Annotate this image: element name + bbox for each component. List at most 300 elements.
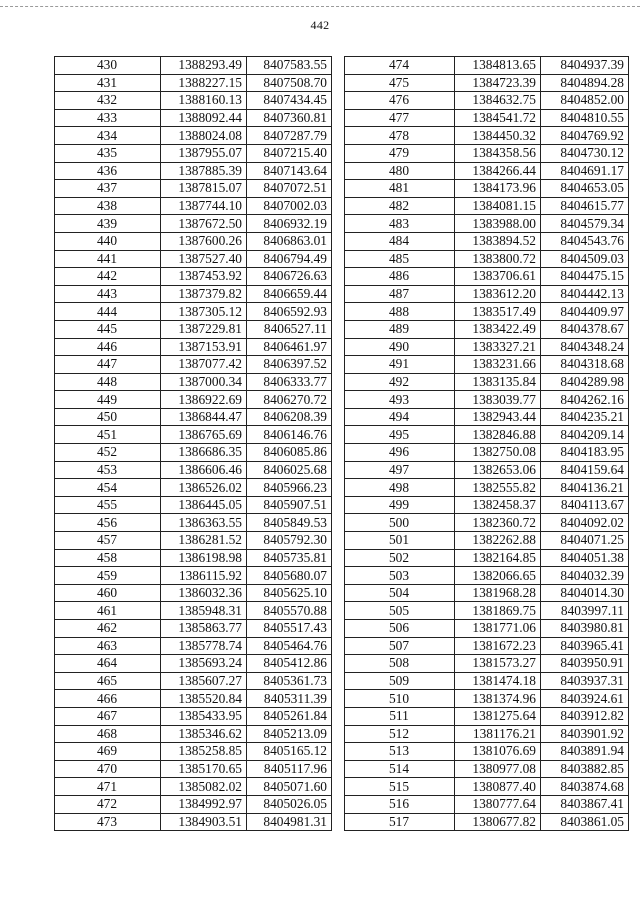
table-row [345,320,629,338]
point-number-cell: 440 [55,232,161,250]
coordinate-x-cell: 1386445.05 [161,496,247,514]
coordinate-x-cell: 1383231.66 [455,356,541,374]
coordinate-y-cell: 8403980.81 [541,620,629,638]
point-number-cell: 454 [55,479,161,497]
point-number-cell: 482 [345,197,455,215]
table-row [345,232,629,250]
coordinate-y-cell: 8404262.16 [541,391,629,409]
table-row [345,549,629,567]
table-row [345,268,629,286]
table-row [55,162,332,180]
coordinate-x-cell: 1384813.65 [455,57,541,75]
point-number-cell: 490 [345,338,455,356]
coordinate-y-cell: 8404509.03 [541,250,629,268]
point-number-cell: 481 [345,180,455,198]
coordinate-x-cell: 1384992.97 [161,795,247,813]
table-row [55,496,332,514]
table-row [55,532,332,550]
coordinate-x-cell: 1387305.12 [161,303,247,321]
point-number-cell: 484 [345,232,455,250]
table-row [55,461,332,479]
coordinate-y-cell: 8404289.98 [541,373,629,391]
table-row [345,743,629,761]
coordinate-x-cell: 1381374.96 [455,690,541,708]
table-row [345,690,629,708]
coordinate-x-cell: 1387453.92 [161,268,247,286]
coordinate-y-cell: 8404615.77 [541,197,629,215]
coordinate-x-cell: 1382066.65 [455,567,541,585]
table-row [55,338,332,356]
point-number-cell: 464 [55,655,161,673]
coordinate-y-cell: 8406025.68 [247,461,332,479]
coordinate-y-cell: 8406794.49 [247,250,332,268]
table-row [345,180,629,198]
coordinate-y-cell: 8407583.55 [247,57,332,75]
point-number-cell: 447 [55,356,161,374]
coordinate-y-cell: 8404769.92 [541,127,629,145]
coordinate-x-cell: 1383706.61 [455,268,541,286]
coordinate-y-cell: 8405071.60 [247,778,332,796]
coordinate-y-cell: 8407072.51 [247,180,332,198]
point-number-cell: 445 [55,320,161,338]
coordinate-y-cell: 8405966.23 [247,479,332,497]
coordinate-x-cell: 1382750.08 [455,444,541,462]
top-scan-rule [0,6,640,7]
table-row [55,620,332,638]
point-number-cell: 491 [345,356,455,374]
coordinate-x-cell: 1384723.39 [455,74,541,92]
point-number-cell: 494 [345,408,455,426]
table-row [345,285,629,303]
coordinate-x-cell: 1387229.81 [161,320,247,338]
coordinate-x-cell: 1380777.64 [455,795,541,813]
point-number-cell: 455 [55,496,161,514]
coordinate-y-cell: 8406397.52 [247,356,332,374]
coordinate-y-cell: 8404209.14 [541,426,629,444]
point-number-cell: 501 [345,532,455,550]
coordinate-y-cell: 8406863.01 [247,232,332,250]
point-number-cell: 461 [55,602,161,620]
table-row [55,391,332,409]
point-number-cell: 467 [55,707,161,725]
coordinate-y-cell: 8405680.07 [247,567,332,585]
table-row [345,725,629,743]
point-number-cell: 503 [345,567,455,585]
point-number-cell: 473 [55,813,161,831]
coordinate-y-cell: 8405625.10 [247,584,332,602]
table-row [55,144,332,162]
table-row [55,479,332,497]
table-row [345,514,629,532]
coordinate-y-cell: 8404409.97 [541,303,629,321]
coordinate-y-cell: 8405464.76 [247,637,332,655]
point-number-cell: 471 [55,778,161,796]
coordinate-x-cell: 1386526.02 [161,479,247,497]
coordinate-x-cell: 1382943.44 [455,408,541,426]
point-number-cell: 432 [55,92,161,110]
coordinate-x-cell: 1387815.07 [161,180,247,198]
coordinate-x-cell: 1381176.21 [455,725,541,743]
point-number-cell: 516 [345,795,455,813]
point-number-cell: 470 [55,760,161,778]
coordinate-x-cell: 1385778.74 [161,637,247,655]
point-number-cell: 433 [55,109,161,127]
point-number-cell: 450 [55,408,161,426]
point-number-cell: 489 [345,320,455,338]
coordinate-x-cell: 1388092.44 [161,109,247,127]
table-row [55,215,332,233]
table-row [55,74,332,92]
coordinate-y-cell: 8404014.30 [541,584,629,602]
coordinate-y-cell: 8405213.09 [247,725,332,743]
point-number-cell: 506 [345,620,455,638]
coordinate-x-cell: 1386281.52 [161,532,247,550]
point-number-cell: 456 [55,514,161,532]
coordinate-y-cell: 8406085.86 [247,444,332,462]
coordinate-y-cell: 8403874.68 [541,778,629,796]
coordinate-y-cell: 8407215.40 [247,144,332,162]
coordinate-y-cell: 8406208.39 [247,408,332,426]
coordinate-x-cell: 1385346.62 [161,725,247,743]
coordinate-y-cell: 8404378.67 [541,320,629,338]
table-row [345,602,629,620]
coordinate-y-cell: 8404543.76 [541,232,629,250]
table-row [55,426,332,444]
table-row [55,57,332,75]
table-row [55,672,332,690]
point-number-cell: 514 [345,760,455,778]
point-number-cell: 485 [345,250,455,268]
coordinate-y-cell: 8406146.76 [247,426,332,444]
coordinate-y-cell: 8403861.05 [541,813,629,831]
coordinate-y-cell: 8403924.61 [541,690,629,708]
coordinate-x-cell: 1380677.82 [455,813,541,831]
table-row [55,268,332,286]
table-row [55,408,332,426]
coordinate-x-cell: 1387379.82 [161,285,247,303]
coordinate-x-cell: 1381672.23 [455,637,541,655]
coordinate-x-cell: 1383327.21 [455,338,541,356]
coordinate-x-cell: 1388160.13 [161,92,247,110]
coordinate-y-cell: 8406726.63 [247,268,332,286]
point-number-cell: 475 [345,74,455,92]
point-number-cell: 493 [345,391,455,409]
coordinate-x-cell: 1387000.34 [161,373,247,391]
table-row [345,215,629,233]
coordinate-x-cell: 1387153.91 [161,338,247,356]
coordinate-x-cell: 1386765.69 [161,426,247,444]
table-row [55,760,332,778]
table-row [345,92,629,110]
coordinate-x-cell: 1382555.82 [455,479,541,497]
coordinate-x-cell: 1383039.77 [455,391,541,409]
coordinate-y-cell: 8404071.25 [541,532,629,550]
coordinate-x-cell: 1385258.85 [161,743,247,761]
table-row [345,637,629,655]
table-row [345,760,629,778]
table-row [55,602,332,620]
coordinate-x-cell: 1384450.32 [455,127,541,145]
table-row [345,479,629,497]
page-number: 442 [310,18,330,32]
point-number-cell: 504 [345,584,455,602]
coordinate-y-cell: 8404981.31 [247,813,332,831]
coordinate-x-cell: 1386922.69 [161,391,247,409]
coordinate-x-cell: 1387744.10 [161,197,247,215]
table-row [55,197,332,215]
coordinate-x-cell: 1387955.07 [161,144,247,162]
coordinate-y-cell: 8405165.12 [247,743,332,761]
coordinate-x-cell: 1384903.51 [161,813,247,831]
coordinate-y-cell: 8404159.64 [541,461,629,479]
point-number-cell: 451 [55,426,161,444]
coordinate-y-cell: 8405517.43 [247,620,332,638]
coordinate-y-cell: 8404852.00 [541,92,629,110]
coordinate-y-cell: 8406270.72 [247,391,332,409]
coordinate-x-cell: 1385520.84 [161,690,247,708]
point-number-cell: 444 [55,303,161,321]
table-row [55,356,332,374]
point-number-cell: 509 [345,672,455,690]
point-number-cell: 492 [345,373,455,391]
table-row [345,672,629,690]
point-number-cell: 502 [345,549,455,567]
coordinate-y-cell: 8406527.11 [247,320,332,338]
coordinate-x-cell: 1381968.28 [455,584,541,602]
table-row [345,144,629,162]
coordinate-y-cell: 8404092.02 [541,514,629,532]
point-number-cell: 472 [55,795,161,813]
point-number-cell: 430 [55,57,161,75]
point-number-cell: 439 [55,215,161,233]
table-row [345,461,629,479]
table-row [345,356,629,374]
table-row [345,303,629,321]
point-number-cell: 513 [345,743,455,761]
coordinate-y-cell: 8404730.12 [541,144,629,162]
coordinate-x-cell: 1383135.84 [455,373,541,391]
coordinate-x-cell: 1384173.96 [455,180,541,198]
point-number-cell: 441 [55,250,161,268]
point-number-cell: 498 [345,479,455,497]
coordinate-x-cell: 1381573.27 [455,655,541,673]
coordinate-x-cell: 1381275.64 [455,707,541,725]
table-row [55,725,332,743]
table-row [345,584,629,602]
point-number-cell: 483 [345,215,455,233]
table-row [345,426,629,444]
coordinate-x-cell: 1385433.95 [161,707,247,725]
coordinate-y-cell: 8405849.53 [247,514,332,532]
coordinate-x-cell: 1386686.35 [161,444,247,462]
point-number-cell: 505 [345,602,455,620]
point-number-cell: 438 [55,197,161,215]
point-number-cell: 431 [55,74,161,92]
point-number-cell: 500 [345,514,455,532]
coordinate-x-cell: 1384358.56 [455,144,541,162]
table-row [345,373,629,391]
coordinate-x-cell: 1387600.26 [161,232,247,250]
coordinate-x-cell: 1387527.40 [161,250,247,268]
coordinate-x-cell: 1382164.85 [455,549,541,567]
table-row [55,232,332,250]
coordinate-y-cell: 8404653.05 [541,180,629,198]
point-number-cell: 435 [55,144,161,162]
point-number-cell: 469 [55,743,161,761]
coordinate-y-cell: 8403965.41 [541,637,629,655]
coordinate-y-cell: 8406333.77 [247,373,332,391]
coordinate-y-cell: 8405570.88 [247,602,332,620]
coordinate-x-cell: 1386363.55 [161,514,247,532]
coordinate-y-cell: 8404579.34 [541,215,629,233]
point-number-cell: 448 [55,373,161,391]
coordinate-y-cell: 8407434.45 [247,92,332,110]
coordinate-y-cell: 8403891.94 [541,743,629,761]
point-number-cell: 499 [345,496,455,514]
table-row [55,795,332,813]
coordinate-y-cell: 8405261.84 [247,707,332,725]
table-row [55,303,332,321]
table-row [345,109,629,127]
coordinate-x-cell: 1385607.27 [161,672,247,690]
coordinate-y-cell: 8404183.95 [541,444,629,462]
table-row [345,778,629,796]
coordinate-y-cell: 8404937.39 [541,57,629,75]
table-row [345,496,629,514]
table-row [345,57,629,75]
coordinate-x-cell: 1387885.39 [161,162,247,180]
coordinate-y-cell: 8404136.21 [541,479,629,497]
point-number-cell: 480 [345,162,455,180]
point-number-cell: 446 [55,338,161,356]
point-number-cell: 437 [55,180,161,198]
table-row [55,180,332,198]
point-number-cell: 511 [345,707,455,725]
table-row [55,584,332,602]
coordinate-x-cell: 1387672.50 [161,215,247,233]
coordinates-table-left [54,56,332,831]
coordinate-x-cell: 1380877.40 [455,778,541,796]
point-number-cell: 512 [345,725,455,743]
table-row [55,444,332,462]
coordinate-x-cell: 1388024.08 [161,127,247,145]
table-row [55,567,332,585]
coordinate-x-cell: 1385170.65 [161,760,247,778]
coordinate-y-cell: 8406932.19 [247,215,332,233]
table-row [345,567,629,585]
table-row [345,408,629,426]
coordinate-x-cell: 1382653.06 [455,461,541,479]
coordinate-y-cell: 8406592.93 [247,303,332,321]
table-row [55,285,332,303]
point-number-cell: 479 [345,144,455,162]
point-number-cell: 463 [55,637,161,655]
point-number-cell: 508 [345,655,455,673]
coordinate-x-cell: 1385082.02 [161,778,247,796]
coordinate-y-cell: 8403867.41 [541,795,629,813]
point-number-cell: 465 [55,672,161,690]
coordinate-x-cell: 1382846.88 [455,426,541,444]
table-row [345,127,629,145]
coordinate-y-cell: 8404348.24 [541,338,629,356]
table-row [345,444,629,462]
coordinate-y-cell: 8403937.31 [541,672,629,690]
point-number-cell: 453 [55,461,161,479]
coordinate-y-cell: 8404051.38 [541,549,629,567]
coordinate-y-cell: 8403882.85 [541,760,629,778]
coordinate-x-cell: 1386115.92 [161,567,247,585]
coordinate-x-cell: 1383988.00 [455,215,541,233]
point-number-cell: 436 [55,162,161,180]
coordinate-y-cell: 8403901.92 [541,725,629,743]
point-number-cell: 495 [345,426,455,444]
coordinate-y-cell: 8405412.86 [247,655,332,673]
point-number-cell: 507 [345,637,455,655]
coordinate-x-cell: 1381474.18 [455,672,541,690]
table-row [55,690,332,708]
point-number-cell: 477 [345,109,455,127]
coordinate-y-cell: 8404691.17 [541,162,629,180]
point-number-cell: 443 [55,285,161,303]
coordinate-y-cell: 8407002.03 [247,197,332,215]
coordinate-x-cell: 1383612.20 [455,285,541,303]
coordinate-y-cell: 8404894.28 [541,74,629,92]
coordinate-x-cell: 1385863.77 [161,620,247,638]
coordinate-y-cell: 8406659.44 [247,285,332,303]
table-row [345,74,629,92]
point-number-cell: 458 [55,549,161,567]
point-number-cell: 457 [55,532,161,550]
coordinate-x-cell: 1383517.49 [455,303,541,321]
coordinate-x-cell: 1384081.15 [455,197,541,215]
coordinate-y-cell: 8403912.82 [541,707,629,725]
point-number-cell: 515 [345,778,455,796]
point-number-cell: 466 [55,690,161,708]
coordinate-x-cell: 1383800.72 [455,250,541,268]
coordinate-y-cell: 8404810.55 [541,109,629,127]
coordinate-y-cell: 8405907.51 [247,496,332,514]
coordinate-x-cell: 1380977.08 [455,760,541,778]
table-row [55,92,332,110]
coordinate-x-cell: 1388293.49 [161,57,247,75]
coordinate-y-cell: 8407360.81 [247,109,332,127]
table-row [55,743,332,761]
coordinate-x-cell: 1381076.69 [455,743,541,761]
coordinate-x-cell: 1381771.06 [455,620,541,638]
table-row [345,162,629,180]
coordinate-y-cell: 8404318.68 [541,356,629,374]
point-number-cell: 468 [55,725,161,743]
table-row [55,373,332,391]
table-row [345,197,629,215]
coordinate-x-cell: 1385948.31 [161,602,247,620]
coordinate-x-cell: 1381869.75 [455,602,541,620]
point-number-cell: 442 [55,268,161,286]
table-row [55,320,332,338]
coordinate-y-cell: 8405792.30 [247,532,332,550]
point-number-cell: 434 [55,127,161,145]
point-number-cell: 460 [55,584,161,602]
point-number-cell: 478 [345,127,455,145]
coordinate-y-cell: 8407287.79 [247,127,332,145]
coordinate-y-cell: 8406461.97 [247,338,332,356]
table-row [345,532,629,550]
point-number-cell: 486 [345,268,455,286]
point-number-cell: 476 [345,92,455,110]
point-number-cell: 459 [55,567,161,585]
coordinate-x-cell: 1384632.75 [455,92,541,110]
coordinate-x-cell: 1384541.72 [455,109,541,127]
